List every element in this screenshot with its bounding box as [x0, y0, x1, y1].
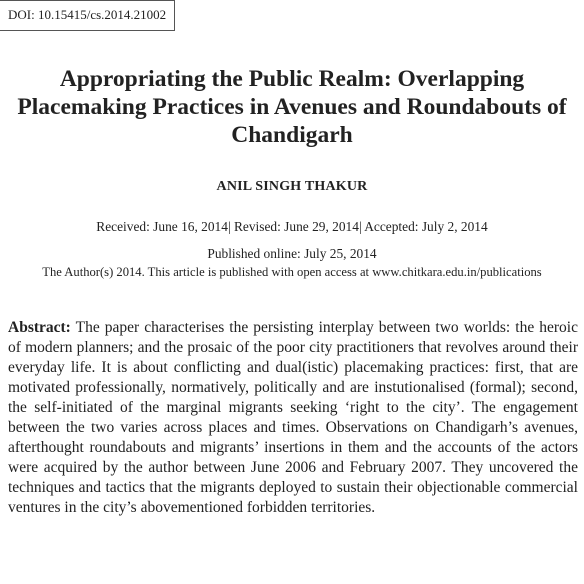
abstract-paragraph: [8, 318, 578, 518]
article-title: Appropriating the Public Realm: Overlapping Placemaking Practices in Avenues and Roundabouts of Chandigarh: [17, 66, 567, 148]
submission-dates: Received: June 16, 2014| Revised: June 29, 2014| Accepted: July 2, 2014: [96, 219, 488, 234]
abstract-label: Abstract:: [8, 319, 71, 336]
author-name: ANIL SINGH THAKUR: [216, 179, 368, 194]
doi-label: DOI: 10.15415/cs.2014.21002: [0, 0, 175, 31]
license-note: The Author(s) 2014. This article is published with open access at www.chitkara.edu.in/publications: [42, 265, 542, 279]
abstract-text: The paper characterises the persisting interplay between two worlds: the heroic of modern planners; and the prosaic of the poor city practitioners that revolves around their everyday life. It is about conflicting and dual(istic) placemaking practices: first, that are motivated professionally, normatively, politically and are instutionalised (formal); second, the self-initiated of the marginal migrants seeking ‘right to the city’. The engagement between the two varies across places and times. Observations on Chandigarh’s avenues, afterthought roundabouts and migrants’ insertions in them and the accounts of the actors were acquired by the author between June 2006 and February 2007. They uncovered the techniques and tactics that the migrants deployed to sustain their objectionable commercial ventures in the city’s abovementioned forbidden territories.: [8, 319, 578, 516]
published-online-date: Published online: July 25, 2014: [207, 246, 377, 261]
